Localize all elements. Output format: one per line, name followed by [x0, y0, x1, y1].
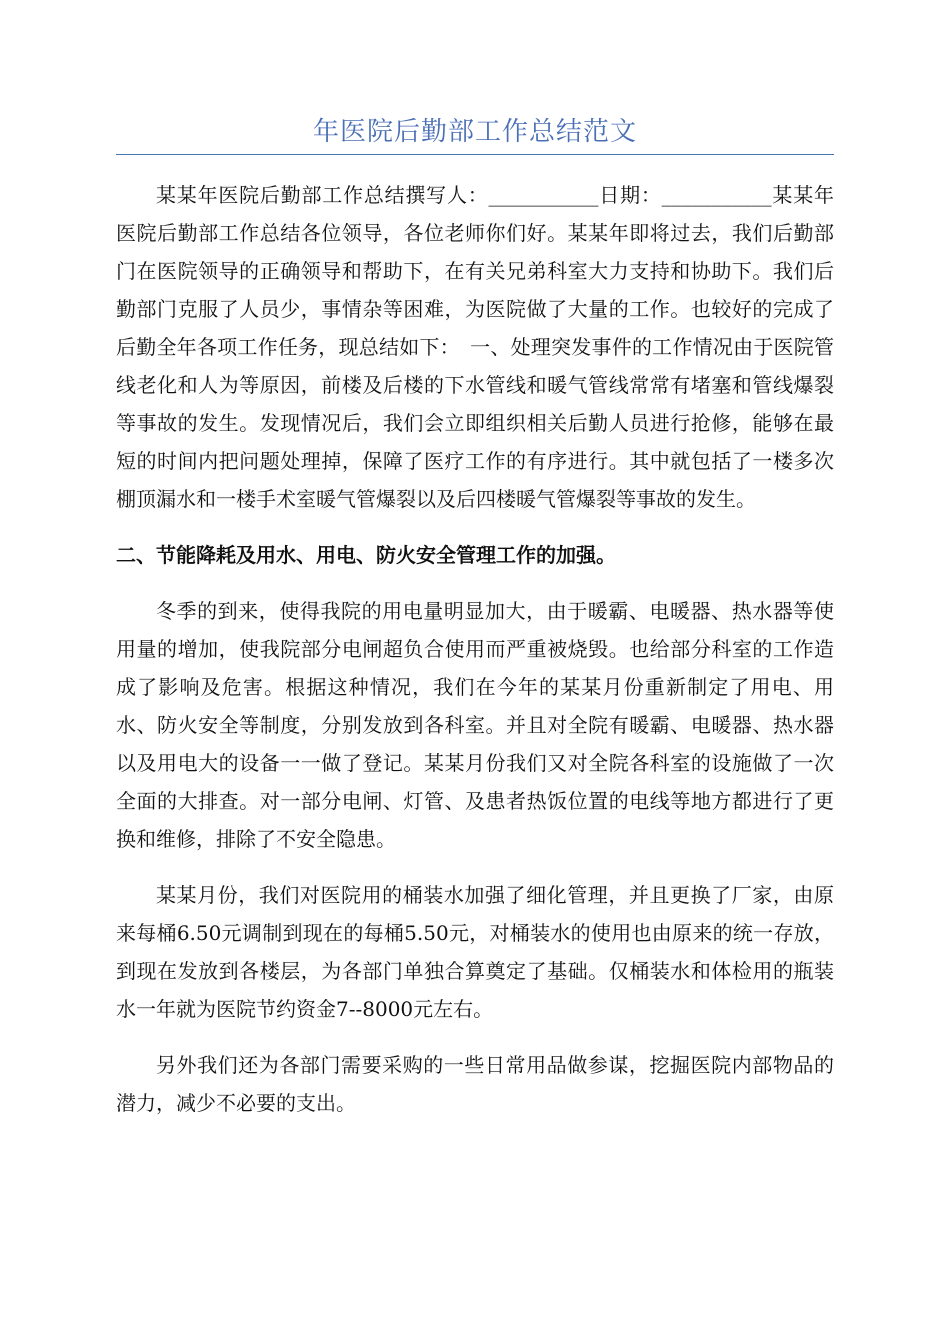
section2-paragraph-3: 另外我们还为各部门需要采购的一些日常用品做参谋，挖掘医院内部物品的潜力，减少不必要的支出。: [116, 1053, 834, 1115]
document-title: 年医院后勤部工作总结范文: [312, 117, 637, 147]
section2-paragraph-1: 冬季的到来，使得我院的用电量明显加大，由于暖霸、电暖器、热水器等使用量的增加，使我院部分电闸超负合使用而严重被烧毁。也给部分科室的工作造成了影响及危害。根据这种情况，我们在今年的某某月份重新制定了用电、用水、防火安全等制度，分别发放到各科室。并且对全院有暖霸、电暖器、热水器以及用电大的设备一一做了登记。某某月份我们又对全院各科室的设施做了一次全面的大排查。对一部分电闸、灯管、及患者热饭位置的电线等地方都进行了更换和维修，排除了不安全隐患。: [116, 599, 834, 851]
document-body: [116, 176, 834, 1122]
intro-paragraph: 某某年医院后勤部工作总结撰写人：___________日期：___________某某年医院后勤部工作总结各位领导，各位老师你们好。某某年即将过去，我们后勤部门在医院领导的正确领导和帮助下，在有关兄弟科室大力支持和协助下。我们后勤部门克服了人员少，事情杂等困难，为医院做了大量的工作。也较好的完成了后勤全年各项工作任务，现总结如下： 一、处理突发事件的工作情况由于医院管线老化和人为等原因，前楼及后楼的下水管线和暖气管线常常有堵塞和管线爆裂等事故的发生。发现情况后，我们会立即组织相关后勤人员进行抢修，能够在最短的时间内把问题处理掉，保障了医疗工作的有序进行。其中就包括了一楼多次棚顶漏水和一楼手术室暖气管爆裂以及后四楼暖气管爆裂等事故的发生。: [116, 183, 834, 511]
section-heading-2: 二、节能降耗及用水、用电、防火安全管理工作的加强。: [116, 543, 616, 567]
title-underline: [116, 154, 834, 155]
section2-paragraph-2: 某某月份，我们对医院用的桶装水加强了细化管理，并且更换了厂家，由原来每桶6.50元调制到现在的每桶5.50元，对桶装水的使用也由原来的统一存放，到现在发放到各楼层，为各部门单独合算奠定了基础。仅桶装水和体检用的瓶装水一年就为医院节约资金7--8000元左右。: [116, 883, 834, 1021]
